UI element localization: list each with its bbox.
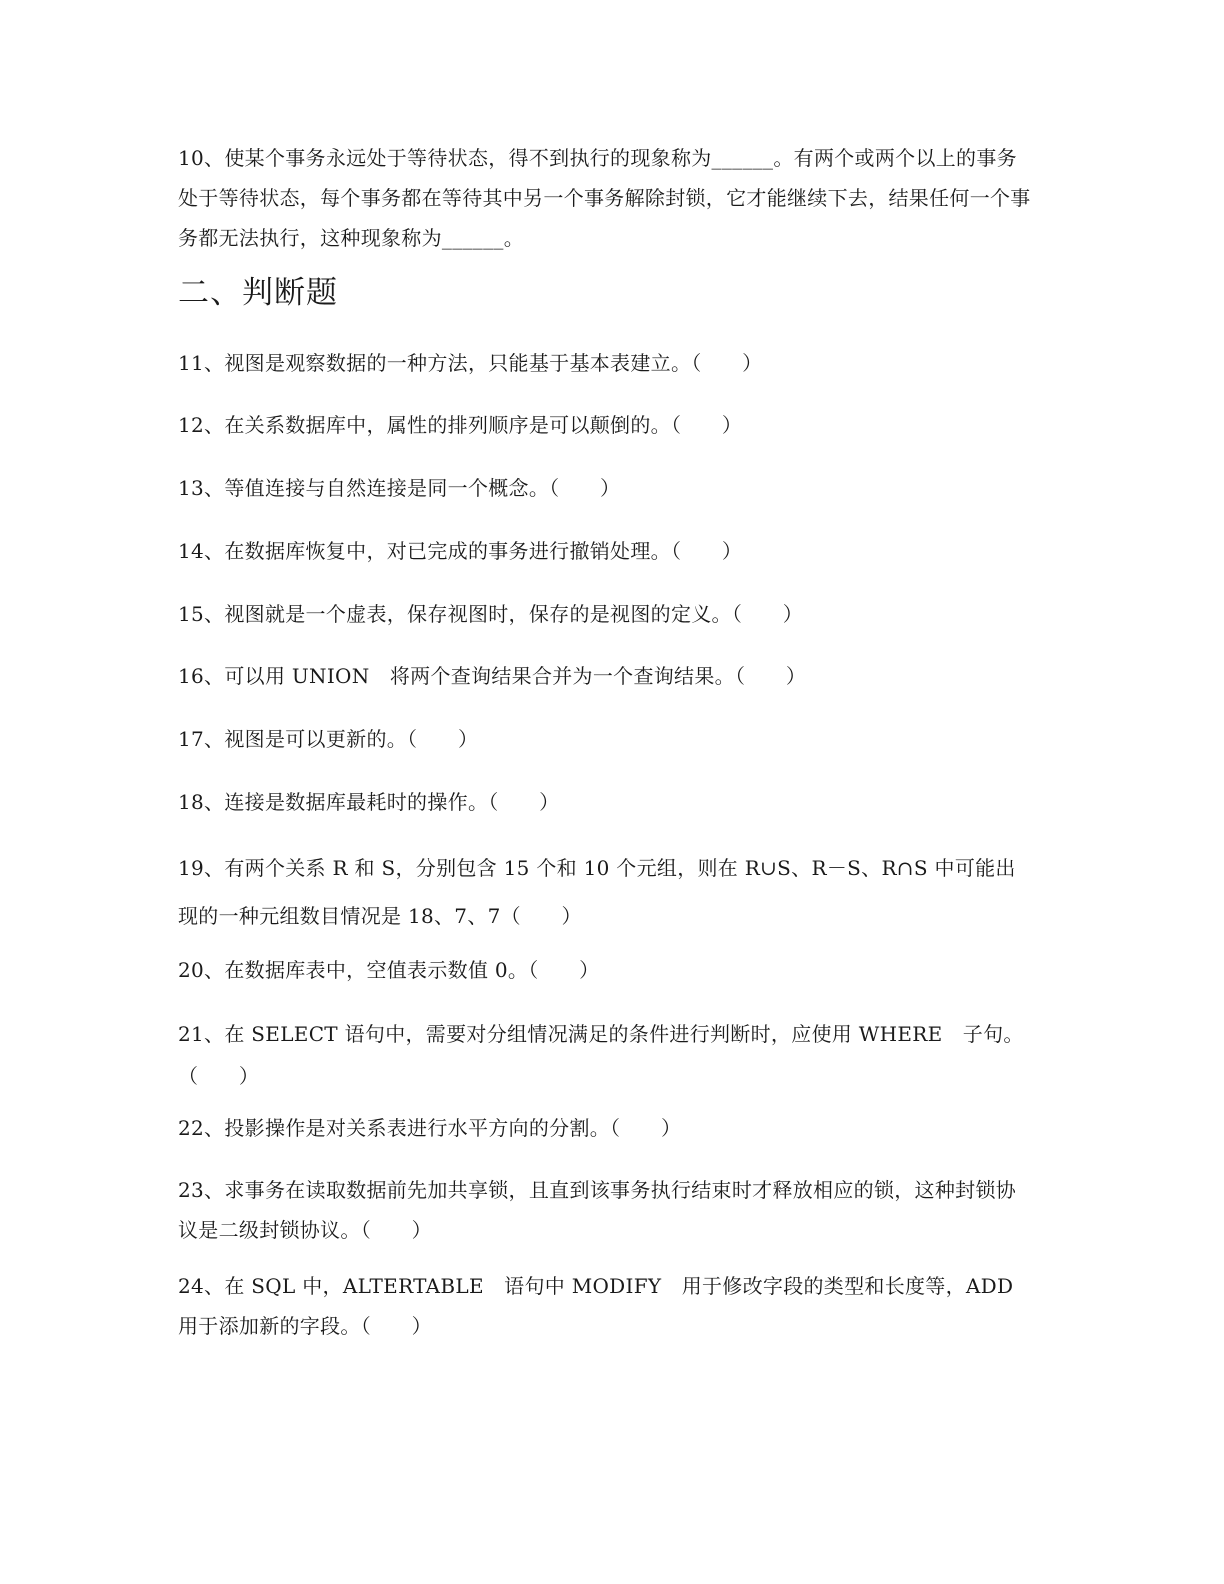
question-18-text: 18、连接是数据库最耗时的操作。（ ） xyxy=(178,790,560,814)
question-23-text: 23、求事务在读取数据前先加共享锁，且直到该事务执行结束时才释放相应的锁，这种封锁协议是二级封锁协议。（ ） xyxy=(178,1178,1017,1242)
question-22-text: 22、投影操作是对关系表进行水平方向的分割。（ ） xyxy=(178,1116,682,1140)
question-24-text: 24、在 SQL 中，ALTERTABLE 语句中 MODIFY 用于修改字段的类型和长度等，ADD 用于添加新的字段。（ ） xyxy=(178,1274,1034,1338)
question-21-text: 21、在 SELECT 语句中，需要对分组情况满足的条件进行判断时，应使用 WHERE 子句。（ ） xyxy=(178,1022,1024,1088)
question-14-text: 14、在数据库恢复中，对已完成的事务进行撤销处理。（ ） xyxy=(178,539,743,563)
section-heading: 二、判断题 xyxy=(178,275,338,311)
question-15-text: 15、视图就是一个虚表，保存视图时，保存的是视图的定义。（ ） xyxy=(178,602,804,626)
question-17-text: 17、视图是可以更新的。（ ） xyxy=(178,727,479,751)
question-19-text: 19、有两个关系 R 和 S，分别包含 15 个和 10 个元组，则在 R∪S、R－S、R∩S 中可能出现的一种元组数目情况是 18、7、7（ ） xyxy=(178,856,1016,928)
question-10-text: 10、使某个事务永远处于等待状态，得不到执行的现象称为______。有两个或两个以上的事务处于等待状态，每个事务都在等待其中另一个事务解除封锁，它才能继续下去，结果任何一个事务都无法执行，这种现象称为______。 xyxy=(178,146,1031,250)
question-12-text: 12、在关系数据库中，属性的排列顺序是可以颠倒的。（ ） xyxy=(178,413,743,437)
question-11-text: 11、视图是观察数据的一种方法，只能基于基本表建立。（ ） xyxy=(178,351,763,375)
question-20-text: 20、在数据库表中，空值表示数值 0。（ ） xyxy=(178,958,600,982)
question-13-text: 13、等值连接与自然连接是同一个概念。（ ） xyxy=(178,476,621,500)
question-16-text: 16、可以用 UNION 将两个查询结果合并为一个查询结果。（ ） xyxy=(178,664,807,688)
